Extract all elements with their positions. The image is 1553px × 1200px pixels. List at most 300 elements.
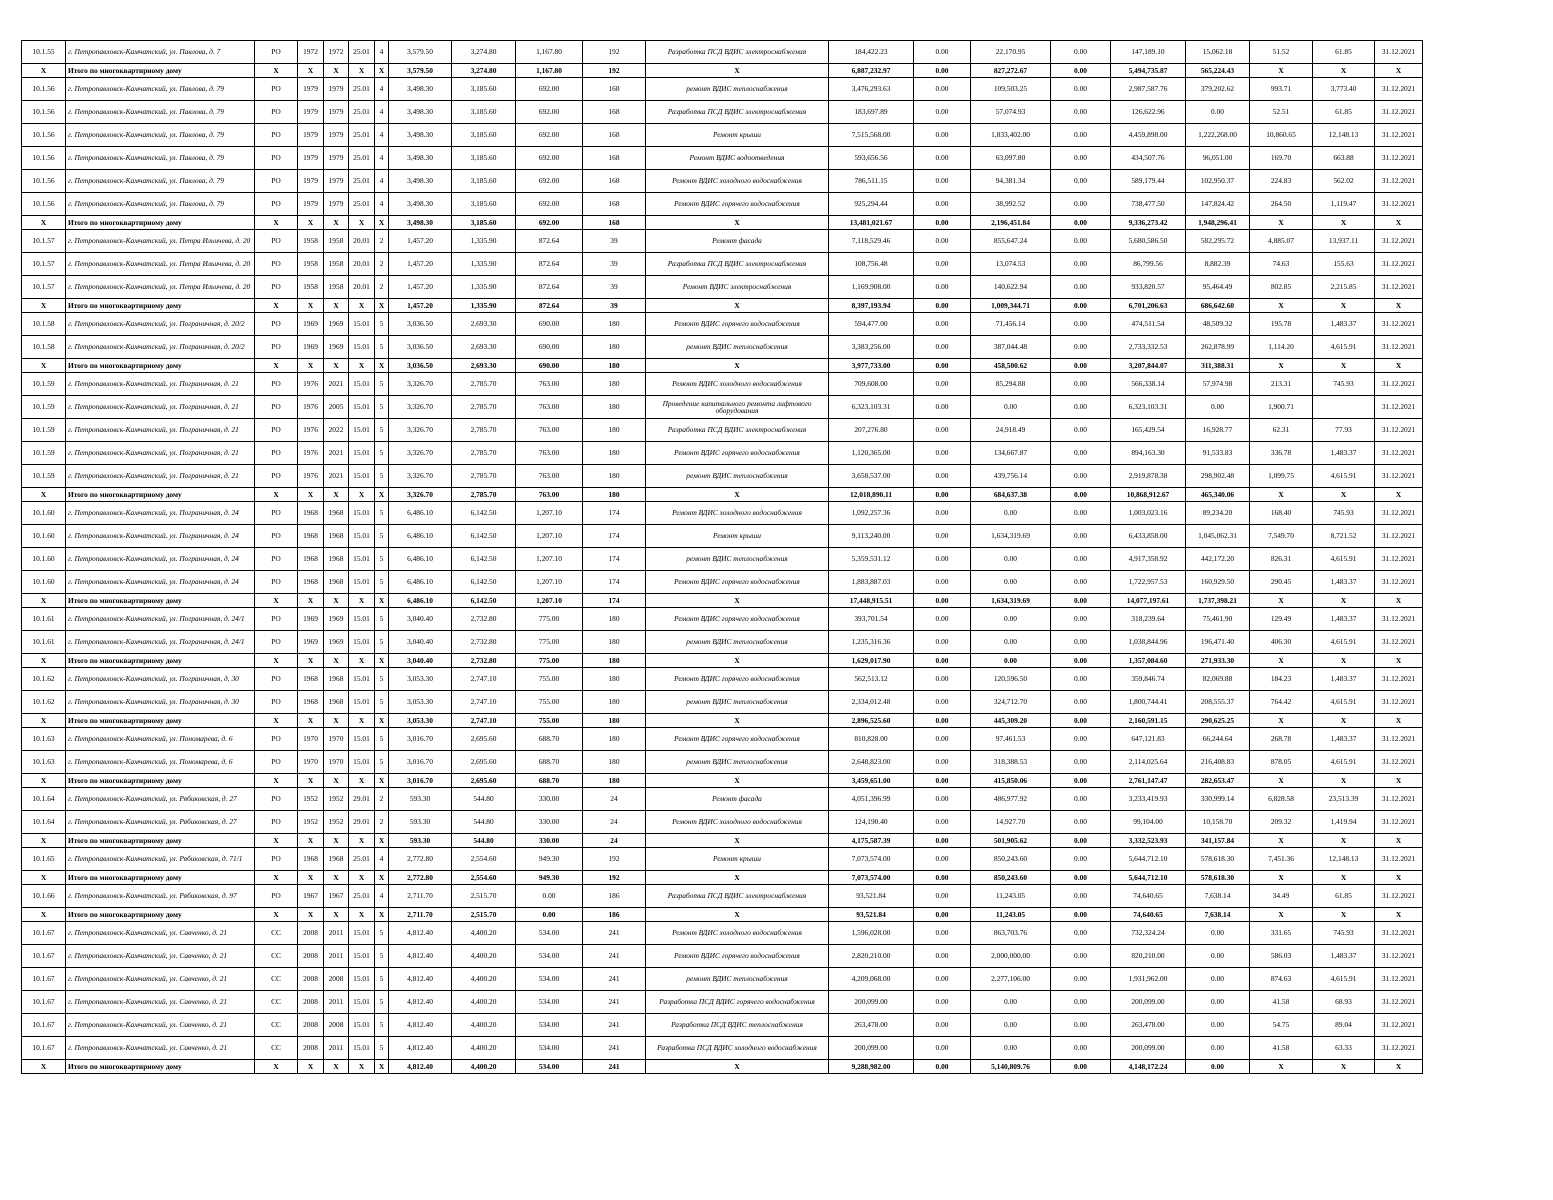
table-cell: 318,388.53 <box>971 751 1051 774</box>
table-cell: 1,357,084.60 <box>1111 654 1186 668</box>
table-cell: 15.01 <box>349 548 375 571</box>
table-cell: 0.00 <box>914 442 971 465</box>
table-cell: 1979 <box>324 193 349 216</box>
table-cell: РО <box>255 525 298 548</box>
table-cell: X <box>375 908 389 922</box>
table-cell: X <box>1250 216 1313 230</box>
table-cell: X <box>1250 908 1313 922</box>
table-cell: 31.12.2021 <box>1375 336 1423 359</box>
table-cell: 2 <box>375 811 389 834</box>
table-cell: 6,142.50 <box>452 571 516 594</box>
table-cell: 25.01 <box>349 41 375 64</box>
table-cell: 775.00 <box>516 654 583 668</box>
table-cell: 2,648,823.00 <box>829 751 914 774</box>
table-cell: 5,494,735.87 <box>1111 64 1186 78</box>
table-cell: 0.00 <box>1051 571 1111 594</box>
table-cell: 925,294.44 <box>829 193 914 216</box>
table-cell: 692.00 <box>516 78 583 101</box>
table-cell: 3,233,419.93 <box>1111 788 1186 811</box>
table-cell: 3,185.60 <box>452 216 516 230</box>
table-row <box>22 608 1423 631</box>
table-cell: 6,142.50 <box>452 525 516 548</box>
table-cell: 949.30 <box>516 848 583 871</box>
table-cell: X <box>349 299 375 313</box>
table-cell: 1979 <box>324 101 349 124</box>
table-cell: 2,000,000.00 <box>971 945 1051 968</box>
table-cell: 0.00 <box>914 968 971 991</box>
table-cell: 147,189.10 <box>1111 41 1186 64</box>
table-cell: 755.00 <box>516 691 583 714</box>
table-cell: 3,053.30 <box>389 691 452 714</box>
table-cell: 48,509.32 <box>1186 313 1250 336</box>
table-cell: 993.71 <box>1250 78 1313 101</box>
table-cell: 31.12.2021 <box>1375 78 1423 101</box>
table-cell: X <box>298 594 324 608</box>
table-cell: 1,596,028.00 <box>829 922 914 945</box>
table-cell: 5,680,586.50 <box>1111 230 1186 253</box>
table-cell: 0.00 <box>1051 594 1111 608</box>
table-cell: X <box>375 216 389 230</box>
table-row <box>22 147 1423 170</box>
table-cell: 0.00 <box>1186 396 1250 419</box>
table-cell: Разработка ПСД ВДИС электроснабжения <box>646 419 829 442</box>
table-cell: 379,202.62 <box>1186 78 1250 101</box>
table-row <box>22 1014 1423 1037</box>
table-cell: 2,554.60 <box>452 848 516 871</box>
table-row <box>22 968 1423 991</box>
table-cell: 7,451.36 <box>1250 848 1313 871</box>
table-cell: 31.12.2021 <box>1375 811 1423 834</box>
table-cell: г. Петропавловск-Камчатский, ул. Пограничная, д. 20/2 <box>66 313 255 336</box>
table-cell: 3,040.40 <box>389 608 452 631</box>
table-cell: 14,077,197.61 <box>1111 594 1186 608</box>
table-cell: Ремонт ВДИС горячего водоснабжения <box>646 728 829 751</box>
table-cell: 10.1.56 <box>22 124 66 147</box>
table-cell: 2,693.30 <box>452 313 516 336</box>
table-cell: Разработка ПСД ВДИС электроснабжения <box>646 253 829 276</box>
table-cell: 4 <box>375 170 389 193</box>
table-cell: 593.30 <box>389 834 452 848</box>
table-cell: 764.42 <box>1250 691 1313 714</box>
table-cell: 949.30 <box>516 871 583 885</box>
table-cell: 290,625.25 <box>1186 714 1250 728</box>
table-cell: 0.00 <box>914 848 971 871</box>
table-cell: РО <box>255 124 298 147</box>
table-cell: 15.01 <box>349 691 375 714</box>
table-cell: X <box>22 908 66 922</box>
table-cell: 10.1.67 <box>22 922 66 945</box>
table-cell: Итого по многоквартирному дому <box>66 488 255 502</box>
table-cell: 241 <box>583 922 646 945</box>
table-cell: 933,820.57 <box>1111 276 1186 299</box>
table-cell: 0.00 <box>1051 41 1111 64</box>
table-cell: 5 <box>375 313 389 336</box>
table-row <box>22 922 1423 945</box>
table-cell: 263,478.00 <box>1111 1014 1186 1037</box>
table-cell: 0.00 <box>1051 1060 1111 1074</box>
table-cell: 2,732.80 <box>452 654 516 668</box>
table-cell: 31.12.2021 <box>1375 728 1423 751</box>
table-cell: 387,044.48 <box>971 336 1051 359</box>
table-cell: X <box>255 834 298 848</box>
table-cell: г. Петропавловск-Камчатский, ул. Савченко, д. 21 <box>66 968 255 991</box>
table-cell: 3,207,844.07 <box>1111 359 1186 373</box>
table-cell: X <box>1375 774 1423 788</box>
table-cell: 0.00 <box>914 465 971 488</box>
table-cell: X <box>646 774 829 788</box>
table-cell: 872.64 <box>516 253 583 276</box>
table-cell: 29.01 <box>349 788 375 811</box>
table-cell: 3,977,733.00 <box>829 359 914 373</box>
table-cell: 3,016.70 <box>389 728 452 751</box>
table-cell: 31.12.2021 <box>1375 525 1423 548</box>
table-cell: 1,722,957.53 <box>1111 571 1186 594</box>
table-cell: 5 <box>375 502 389 525</box>
table-cell: 1,457.20 <box>389 276 452 299</box>
table-cell: X <box>22 216 66 230</box>
table-cell: 2008 <box>298 922 324 945</box>
table-cell: ремонт ВДИС теплоснабжения <box>646 336 829 359</box>
table-row <box>22 788 1423 811</box>
table-cell: 38,992.52 <box>971 193 1051 216</box>
table-cell: Разработка ПСД ВДИС горячего водоснабжения <box>646 991 829 1014</box>
table-cell: 688.70 <box>516 774 583 788</box>
table-cell: 109,503.25 <box>971 78 1051 101</box>
table-cell: 692.00 <box>516 124 583 147</box>
table-cell: 82,069.88 <box>1186 668 1250 691</box>
table-cell: 2,733,332.53 <box>1111 336 1186 359</box>
table-cell: 458,500.62 <box>971 359 1051 373</box>
table-cell: 2011 <box>324 1037 349 1060</box>
table-cell: 3,036.50 <box>389 359 452 373</box>
table-cell: 24 <box>583 788 646 811</box>
table-cell: 0.00 <box>1186 991 1250 1014</box>
table-cell: 16,928.77 <box>1186 419 1250 442</box>
table-cell: X <box>255 774 298 788</box>
table-cell: X <box>1375 64 1423 78</box>
table-cell: 3,498.30 <box>389 216 452 230</box>
table-cell: 10,860.65 <box>1250 124 1313 147</box>
table-cell: 894,163.30 <box>1111 442 1186 465</box>
table-cell: X <box>22 714 66 728</box>
table-cell: 0.00 <box>1186 945 1250 968</box>
table-cell: 534.00 <box>516 1037 583 1060</box>
table-cell: 8,882.39 <box>1186 253 1250 276</box>
table-cell: X <box>298 871 324 885</box>
table-cell: 25.01 <box>349 193 375 216</box>
table-cell: 330,999.14 <box>1186 788 1250 811</box>
table-cell: 12,148.13 <box>1313 848 1375 871</box>
table-cell: 874.63 <box>1250 968 1313 991</box>
table-cell: 0.00 <box>1051 751 1111 774</box>
table-cell: X <box>22 359 66 373</box>
table-cell: 544.80 <box>452 811 516 834</box>
table-cell: 406.30 <box>1250 631 1313 654</box>
table-cell: 1,207.10 <box>516 502 583 525</box>
table-cell: г. Петропавловск-Камчатский, ул. Савченко, д. 21 <box>66 1014 255 1037</box>
table-cell: 7,118,529.46 <box>829 230 914 253</box>
table-cell: РО <box>255 848 298 871</box>
table-cell: 0.00 <box>971 571 1051 594</box>
table-cell: X <box>255 714 298 728</box>
table-cell: 3,332,523.93 <box>1111 834 1186 848</box>
table-cell: 5 <box>375 373 389 396</box>
table-cell: 180 <box>583 465 646 488</box>
table-cell: 1,335.90 <box>452 299 516 313</box>
table-cell: 0.00 <box>1051 216 1111 230</box>
table-cell: 168.40 <box>1250 502 1313 525</box>
table-cell: 0.00 <box>914 396 971 419</box>
table-cell: 168 <box>583 101 646 124</box>
table-cell: X <box>22 834 66 848</box>
table-cell: РО <box>255 548 298 571</box>
table-cell: 10.1.59 <box>22 373 66 396</box>
table-cell: Ремонт ВДИС горячего водоснабжения <box>646 442 829 465</box>
table-cell: 180 <box>583 654 646 668</box>
table-cell: 5 <box>375 571 389 594</box>
table-cell: X <box>1313 834 1375 848</box>
table-cell: 0.00 <box>1051 170 1111 193</box>
table-cell: 0.00 <box>1051 396 1111 419</box>
table-cell: 1,335.90 <box>452 253 516 276</box>
table-cell: 192 <box>583 871 646 885</box>
table-cell: 1,483.37 <box>1313 442 1375 465</box>
table-cell: 0.00 <box>1051 608 1111 631</box>
table-cell: 0.00 <box>914 336 971 359</box>
table-cell: X <box>1375 1060 1423 1074</box>
table-cell: 763.00 <box>516 488 583 502</box>
table-cell: г. Петропавловск-Камчатский, ул. Павлова, д. 79 <box>66 78 255 101</box>
table-cell: 184.23 <box>1250 668 1313 691</box>
table-row <box>22 230 1423 253</box>
table-cell: 89,234.20 <box>1186 502 1250 525</box>
table-cell: 341,157.84 <box>1186 834 1250 848</box>
table-cell: 31.12.2021 <box>1375 1014 1423 1037</box>
table-cell: г. Петропавловск-Камчатский, ул. Пограничная, д. 20/2 <box>66 336 255 359</box>
table-cell: 1,948,296.41 <box>1186 216 1250 230</box>
table-cell: 10.1.58 <box>22 313 66 336</box>
table-cell: 0.00 <box>914 216 971 230</box>
table-cell: г. Петропавловск-Камчатский, ул. Павлова, д. 79 <box>66 147 255 170</box>
table-cell: 4 <box>375 147 389 170</box>
table-cell: 2,693.30 <box>452 359 516 373</box>
table-cell: 1,457.20 <box>389 253 452 276</box>
table-cell: 168 <box>583 193 646 216</box>
table-cell: 1970 <box>324 751 349 774</box>
table-cell: 5 <box>375 691 389 714</box>
table-cell: 24 <box>583 834 646 848</box>
table-cell: 2008 <box>324 1014 349 1037</box>
table-cell: X <box>375 654 389 668</box>
table-cell: 0.00 <box>914 101 971 124</box>
table-cell: Итого по многоквартирному дому <box>66 64 255 78</box>
table-cell: 0.00 <box>1051 1014 1111 1037</box>
table-cell: X <box>349 594 375 608</box>
table-cell: 2,732.80 <box>452 608 516 631</box>
table-cell: 2,114,025.64 <box>1111 751 1186 774</box>
table-cell: 52.51 <box>1250 101 1313 124</box>
table-cell: 578,618.30 <box>1186 871 1250 885</box>
table-cell: X <box>1313 1060 1375 1074</box>
table-cell: 29.01 <box>349 811 375 834</box>
table-cell: 1,457.20 <box>389 230 452 253</box>
table-cell: X <box>255 594 298 608</box>
table-cell: 544.80 <box>452 788 516 811</box>
table-row <box>22 571 1423 594</box>
table-cell: 534.00 <box>516 968 583 991</box>
table-cell: 180 <box>583 373 646 396</box>
table-cell: 180 <box>583 774 646 788</box>
table-cell: 2,761,147.47 <box>1111 774 1186 788</box>
table-cell: 241 <box>583 991 646 1014</box>
table-cell: 0.00 <box>1051 848 1111 871</box>
table-cell: X <box>375 1060 389 1074</box>
table-cell: 0.00 <box>914 548 971 571</box>
house-total-row <box>22 654 1423 668</box>
table-cell: 3,498.30 <box>389 124 452 147</box>
table-row <box>22 276 1423 299</box>
table-cell: РО <box>255 608 298 631</box>
table-cell: 31.12.2021 <box>1375 442 1423 465</box>
table-cell: 1969 <box>298 313 324 336</box>
table-cell: 0.00 <box>1051 147 1111 170</box>
table-cell: 91,533.83 <box>1186 442 1250 465</box>
table-cell: ремонт ВДИС теплоснабжения <box>646 78 829 101</box>
table-cell: 1968 <box>298 502 324 525</box>
table-cell: 2,215.85 <box>1313 276 1375 299</box>
table-cell: ремонт ВДИС теплоснабжения <box>646 631 829 654</box>
table-cell: г. Петропавловск-Камчатский, ул. Пограничная, д. 24 <box>66 548 255 571</box>
table-cell: 89.04 <box>1313 1014 1375 1037</box>
table-cell: 2,785.70 <box>452 488 516 502</box>
table-cell: 1,483.37 <box>1313 668 1375 691</box>
table-cell: 1952 <box>298 788 324 811</box>
table-cell: 2,772.80 <box>389 871 452 885</box>
table-cell: 0.00 <box>914 276 971 299</box>
table-cell: 593.30 <box>389 811 452 834</box>
table-cell: 1,167.80 <box>516 64 583 78</box>
table-cell: 0.00 <box>914 594 971 608</box>
table-cell: X <box>349 871 375 885</box>
table-cell: ремонт ВДИС теплоснабжения <box>646 691 829 714</box>
table-cell: г. Петропавловск-Камчатский, ул. Рябиковская, д. 97 <box>66 885 255 908</box>
table-cell: 180 <box>583 714 646 728</box>
table-cell: X <box>349 774 375 788</box>
table-cell: 690.00 <box>516 359 583 373</box>
table-cell: X <box>646 299 829 313</box>
table-cell: РО <box>255 788 298 811</box>
table-cell: 810,828.00 <box>829 728 914 751</box>
table-cell: 10.1.67 <box>22 1014 66 1037</box>
table-cell: 174 <box>583 548 646 571</box>
table-cell: 0.00 <box>1051 419 1111 442</box>
table-cell: 4,400.20 <box>452 922 516 945</box>
table-cell: Итого по многоквартирному дому <box>66 594 255 608</box>
table-cell: 0.00 <box>1051 276 1111 299</box>
table-cell: 593.30 <box>389 788 452 811</box>
table-cell: 10.1.59 <box>22 396 66 419</box>
table-cell: X <box>1250 594 1313 608</box>
table-cell: X <box>1313 871 1375 885</box>
table-cell: X <box>298 714 324 728</box>
table-cell: 10.1.64 <box>22 811 66 834</box>
table-cell: 25.01 <box>349 885 375 908</box>
table-cell: РО <box>255 101 298 124</box>
table-cell: 2,785.70 <box>452 373 516 396</box>
table-cell: 25.01 <box>349 124 375 147</box>
table-cell: 4,615.91 <box>1313 548 1375 571</box>
table-cell: 6,142.50 <box>452 594 516 608</box>
table-cell: 15.01 <box>349 396 375 419</box>
table-cell: 732,324.24 <box>1111 922 1186 945</box>
table-cell: 0.00 <box>914 668 971 691</box>
table-cell: СС <box>255 922 298 945</box>
table-cell: X <box>1313 299 1375 313</box>
table-cell: СС <box>255 991 298 1014</box>
table-cell: 465,340.06 <box>1186 488 1250 502</box>
table-cell: 10,868,912.67 <box>1111 488 1186 502</box>
table-cell: 2008 <box>298 968 324 991</box>
table-cell: 10.1.62 <box>22 691 66 714</box>
table-cell: 2021 <box>324 373 349 396</box>
table-cell: 208,555.37 <box>1186 691 1250 714</box>
table-cell: 2,277,106.00 <box>971 968 1051 991</box>
table-cell: 692.00 <box>516 193 583 216</box>
table-cell: Ремонт ВДИС горячего водоснабжения <box>646 313 829 336</box>
table-cell: 0.00 <box>1051 313 1111 336</box>
table-cell: 17,448,915.51 <box>829 594 914 608</box>
table-cell: 1969 <box>324 608 349 631</box>
table-cell: 2,987,587.76 <box>1111 78 1186 101</box>
table-cell: Итого по многоквартирному дому <box>66 774 255 788</box>
table-cell: X <box>1250 871 1313 885</box>
table-cell: 1979 <box>298 124 324 147</box>
table-cell: 2008 <box>298 1014 324 1037</box>
table-cell: 501,905.62 <box>971 834 1051 848</box>
table-cell: X <box>1375 834 1423 848</box>
table-cell: г. Петропавловск-Камчатский, ул. Пономарева, д. 6 <box>66 751 255 774</box>
table-cell: 0.00 <box>1186 968 1250 991</box>
table-cell: 826.31 <box>1250 548 1313 571</box>
table-cell: 1,114.20 <box>1250 336 1313 359</box>
table-cell: 209.32 <box>1250 811 1313 834</box>
table-cell: 0.00 <box>914 751 971 774</box>
table-cell: 1,900.71 <box>1250 396 1313 419</box>
table-cell: 108,756.48 <box>829 253 914 276</box>
table-cell: 0.00 <box>914 313 971 336</box>
table-cell: РО <box>255 170 298 193</box>
table-cell: 763.00 <box>516 396 583 419</box>
table-cell: 0.00 <box>914 834 971 848</box>
table-cell: 663.88 <box>1313 147 1375 170</box>
table-cell: 0.00 <box>914 922 971 945</box>
table-cell: Ремонт крыши <box>646 525 829 548</box>
table-cell: 4,615.91 <box>1313 968 1375 991</box>
table-cell: 1,483.37 <box>1313 945 1375 968</box>
table-cell: 0.00 <box>914 728 971 751</box>
table-cell: 5,359,531.12 <box>829 548 914 571</box>
table-cell: 5 <box>375 419 389 442</box>
table-cell: 207,276.80 <box>829 419 914 442</box>
table-cell: 10.1.66 <box>22 885 66 908</box>
table-cell: 10.1.61 <box>22 631 66 654</box>
table-cell: СС <box>255 1014 298 1037</box>
table-cell: 4 <box>375 101 389 124</box>
table-cell: г. Петропавловск-Камчатский, ул. Пограничная, д. 21 <box>66 396 255 419</box>
table-cell: X <box>1375 216 1423 230</box>
table-cell: 31.12.2021 <box>1375 465 1423 488</box>
table-cell: 0.00 <box>1186 922 1250 945</box>
